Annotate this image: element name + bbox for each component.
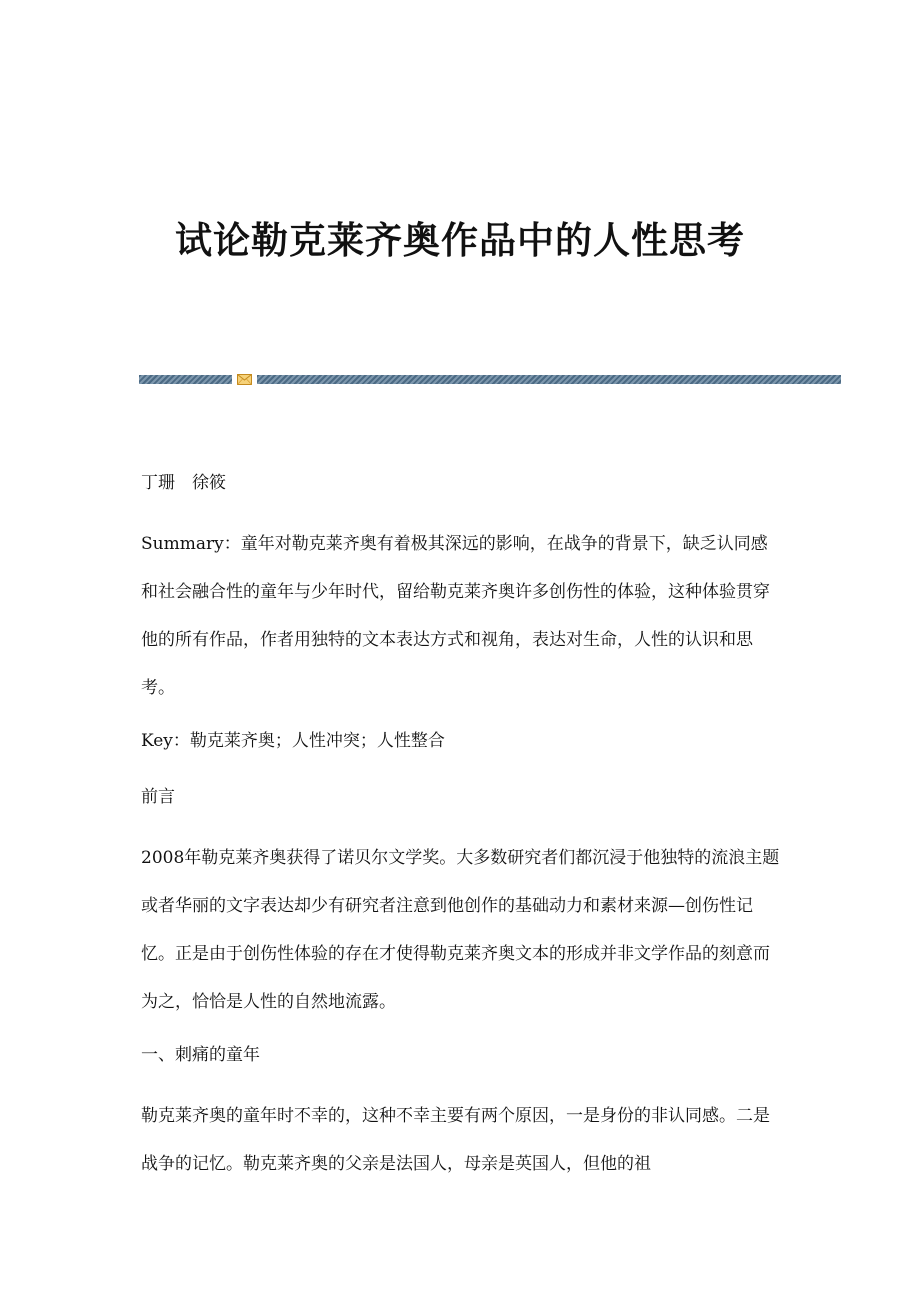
authors: 丁珊 徐筱: [141, 473, 226, 493]
divider-bar-right: [257, 375, 841, 384]
title-divider: [139, 375, 841, 384]
keywords: Key：勒克莱齐奥；人性冲突；人性整合: [141, 731, 445, 751]
divider-bar-left: [139, 375, 232, 384]
preface-paragraph: 2008年勒克莱齐奥获得了诺贝尔文学奖。大多数研究者们都沉浸于他独特的流浪主题或者华丽的文字表达却少有研究者注意到他创作的基础动力和素材来源—创伤性记忆。正是由于创伤性体验的存在才使得勒克莱齐奥文本的形成并非文学作品的刻意而为之，恰恰是人性的自然地流露。: [141, 848, 780, 1012]
envelope-ornament-icon: [237, 374, 252, 385]
summary-paragraph: Summary：童年对勒克莱齐奥有着极其深远的影响，在战争的背景下，缺乏认同感和社会融合性的童年与少年时代，留给勒克莱齐奥许多创伤性的体验，这种体验贯穿他的所有作品，作者用独特的文本表达方式和视角，表达对生命，人性的认识和思考。: [141, 534, 770, 698]
section-paragraph: 勒克莱齐奥的童年时不幸的，这种不幸主要有两个原因，一是身份的非认同感。二是战争的记忆。勒克莱齐奥的父亲是法国人，母亲是英国人，但他的祖: [141, 1106, 770, 1174]
section-heading: 一、刺痛的童年: [141, 1045, 260, 1065]
preface-heading: 前言: [141, 787, 175, 807]
article-body: [141, 464, 781, 1198]
page-title: 试论勒克莱齐奥作品中的人性思考: [175, 218, 745, 262]
